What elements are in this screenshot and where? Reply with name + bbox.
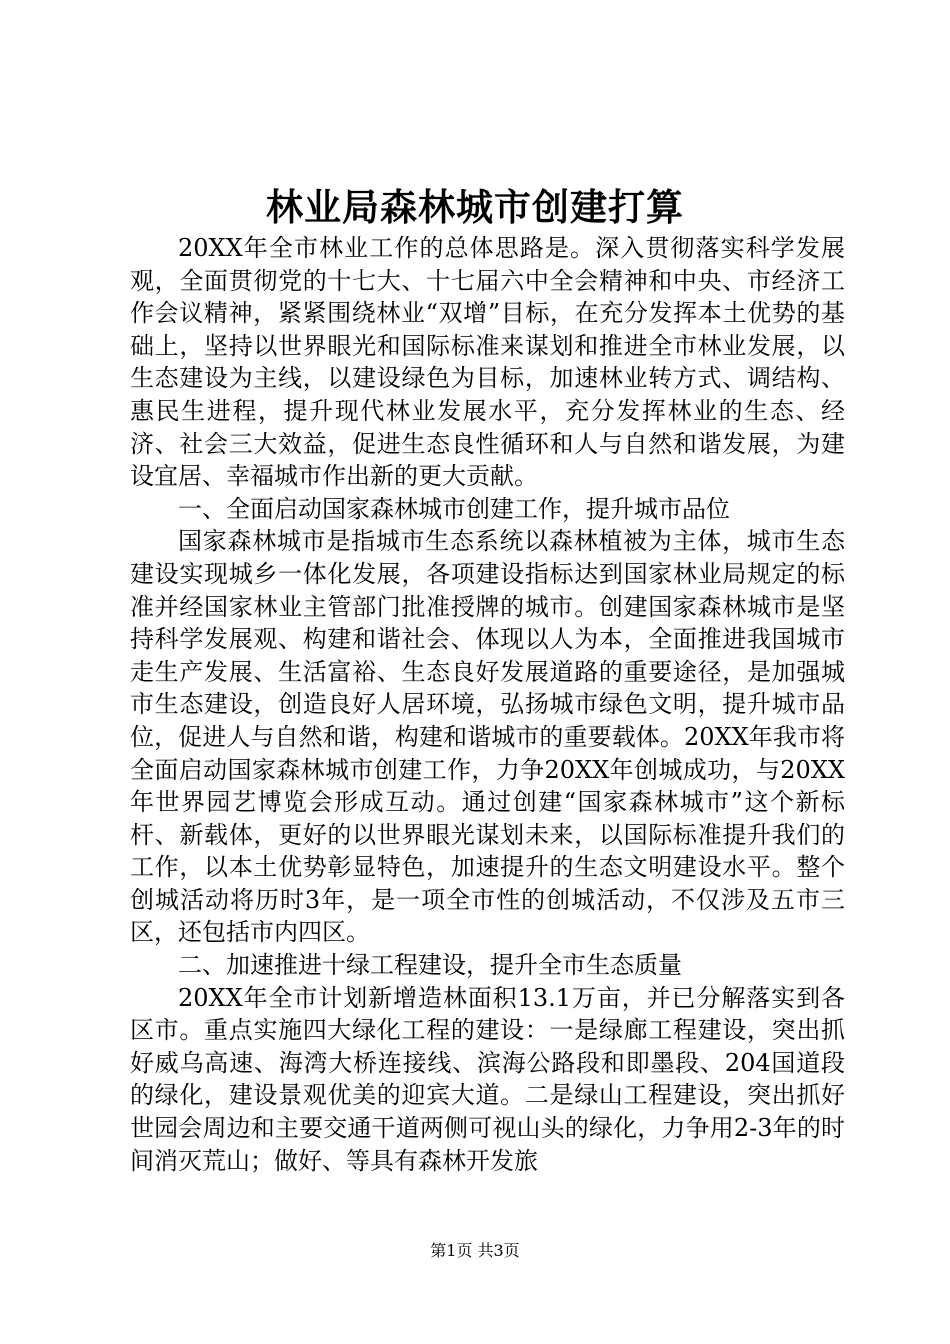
page-footer: 第1页 共3页 <box>430 1241 520 1260</box>
paragraph-section-2: 20XX年全市计划新增造林面积13.1万亩，并已分解落实到各区市。重点实施四大绿化工程的建设：一是绿廊工程建设，突出抓好威乌高速、海湾大桥连接线、滨海公路段和即墨段、204国道段的绿化，建设景观优美的迎宾大道。二是绿山工程建设，突出抓好世园会周边和主要交通干道两侧可视山头的绿化，力争用2-3年的时间消灭荒山；做好、等具有森林开发旅 <box>130 983 845 1175</box>
paragraph-overview: 20XX年全市林业工作的总体思路是。深入贯彻落实科学发展观，全面贯彻党的十七大、十七届六中全会精神和中央、市经济工作会议精神，紧紧围绕林业“双增”目标，在充分发挥本土优势的基础上，坚持以世界眼光和国际标准来谋划和推进全市林业发展，以生态建设为主线，以建设绿色为目标，加速林业转方式、调结构、惠民生进程，提升现代林业发展水平，充分发挥林业的生态、经济、社会三大效益，促进生态良性循环和人与自然和谐发展，为建设宜居、幸福城市作出新的更大贡献。 <box>130 234 845 491</box>
section-heading-2: 二、加速推进十绿工程建设，提升全市生态质量 <box>178 951 682 980</box>
section-heading-1: 一、全面启动国家森林城市创建工作，提升城市品位 <box>178 494 730 523</box>
document-title: 林业局森林城市创建打算 <box>266 185 684 229</box>
paragraph-section-1: 国家森林城市是指城市生态系统以森林植被为主体，城市生态建设实现城乡一体化发展，各项建设指标达到国家林业局规定的标准并经国家林业主管部门批准授牌的城市。创建国家森林城市是坚持科学发展观、构建和谐社会、体现以人为本，全面推进我国城市走生产发展、生活富裕、生态良好发展道路的重要途径，是加强城市生态建设，创造良好人居环境，弘扬城市绿色文明，提升城市品位，促进人与自然和谐，构建和谐城市的重要载体。20XX年我市将全面启动国家森林城市创建工作，力争20XX年创城成功，与20XX年世界园艺博览会形成互动。通过创建“国家森林城市”这个新标杆、新载体，更好的以世界眼光谋划未来，以国际标准提升我们的工作，以本土优势彰显特色，加速提升的生态文明建设水平。整个创城活动将历时3年，是一项全市性的创城活动，不仅涉及五市三区，还包括市内四区。 <box>130 527 845 947</box>
document-body <box>130 232 845 1177</box>
